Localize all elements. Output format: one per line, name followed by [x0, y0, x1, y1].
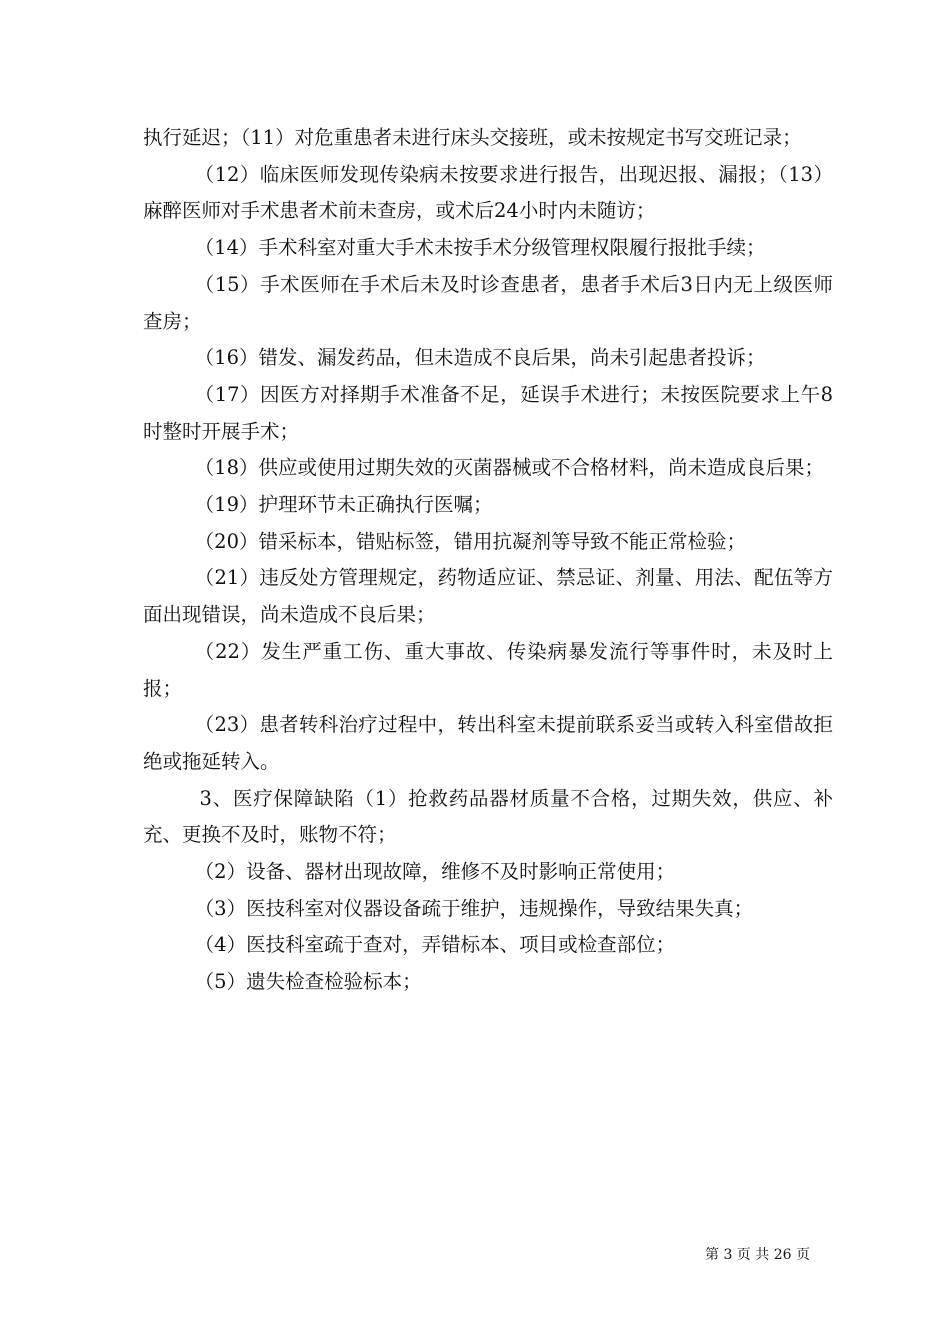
- paragraph-item-5: （5）遗失检查检验标本；: [194, 970, 422, 994]
- paragraph-item-3: （3）医技科室对仪器设备疏于维护，违规操作，导致结果失真；: [194, 896, 754, 920]
- paragraph-item-20: （20）错采标本，错贴标签，错用抗凝剂等导致不能正常检验；: [194, 529, 746, 553]
- page-footer: [705, 1246, 810, 1264]
- paragraph-item-14: （14）手术科室对重大手术未按手术分级管理权限履行报批手续；: [194, 236, 766, 260]
- paragraph-item-2: （2）设备、器材出现故障，维修不及时影响正常使用；: [194, 860, 676, 884]
- paragraph-item-17: （17）因医方对择期手术准备不足，延误手术进行；未按医院要求上午8时整时开展手术；: [143, 382, 833, 443]
- paragraph-continuation: 执行延迟；（11）对危重患者未进行床头交接班，或未按规定书写交班记录；: [143, 126, 802, 149]
- paragraph-item-19: （19）护理环节未正确执行医嘱；: [194, 493, 493, 517]
- paragraph-item-15: （15）手术医师在手术后未及时诊查患者，患者手术后3日内无上级医师查房；: [143, 272, 833, 333]
- paragraph-section-3: 3、医疗保障缺陷（1）抢救药品器材质量不合格，过期失效，供应、补充、更换不及时，账物不符；: [143, 786, 833, 847]
- paragraph-item-21: （21）违反处方管理规定，药物适应证、禁忌证、剂量、用法、配伍等方面出现错误，尚未造成不良后果；: [143, 566, 833, 627]
- document-body: [143, 120, 833, 1001]
- paragraph-item-18: （18）供应或使用过期失效的灭菌器械或不合格材料，尚未造成良后果；: [194, 456, 824, 480]
- paragraph-item-22: （22）发生严重工伤、重大事故、传染病暴发流行等事件时，未及时上报；: [143, 639, 833, 700]
- paragraph-item-16: （16）错发、漏发药品，但未造成不良后果，尚未引起患者投诉；: [194, 346, 766, 370]
- paragraph-item-12: （12）临床医师发现传染病未按要求进行报告，出现迟报、漏报；（13）麻醉医师对手术患者术前未查房，或术后24小时内未随访；: [143, 162, 833, 223]
- paragraph-item-23: （23）患者转科治疗过程中，转出科室未提前联系妥当或转入科室借故拒绝或拖延转入。: [143, 713, 833, 773]
- paragraph-item-4: （4）医技科室疏于查对，弄错标本、项目或检查部位；: [194, 933, 676, 957]
- page-number-label: 第 3 页 共 26 页: [705, 1247, 810, 1263]
